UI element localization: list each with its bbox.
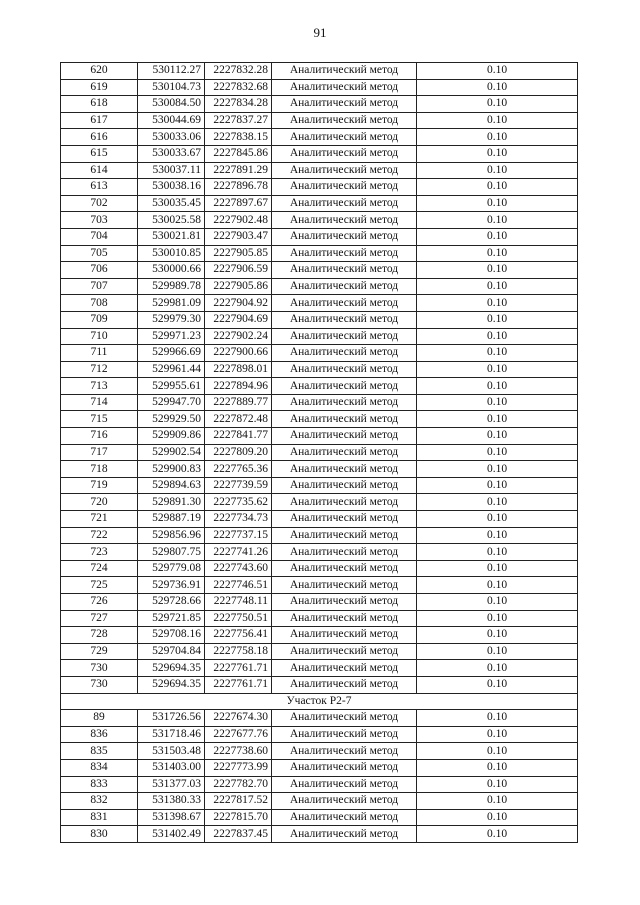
y-coordinate-cell: 2227891.29: [205, 162, 272, 179]
point-number-cell: 620: [61, 63, 138, 80]
y-coordinate-cell: 2227758.18: [205, 643, 272, 660]
y-coordinate-cell: 2227897.67: [205, 195, 272, 212]
table-row: [61, 743, 578, 760]
accuracy-cell: 0.10: [417, 461, 578, 478]
x-coordinate-cell: 529909.86: [138, 428, 205, 445]
y-coordinate-cell: 2227737.15: [205, 527, 272, 544]
point-number-cell: 720: [61, 494, 138, 511]
point-number-cell: 832: [61, 793, 138, 810]
table-row: [61, 776, 578, 793]
method-cell: Аналитический метод: [272, 627, 417, 644]
table-row: [61, 212, 578, 229]
point-number-cell: 835: [61, 743, 138, 760]
method-cell: Аналитический метод: [272, 378, 417, 395]
y-coordinate-cell: 2227845.86: [205, 145, 272, 162]
method-cell: Аналитический метод: [272, 660, 417, 677]
y-coordinate-cell: 2227677.76: [205, 726, 272, 743]
x-coordinate-cell: 531403.00: [138, 759, 205, 776]
point-number-cell: 836: [61, 726, 138, 743]
table-row: [61, 228, 578, 245]
accuracy-cell: 0.10: [417, 759, 578, 776]
y-coordinate-cell: 2227761.71: [205, 660, 272, 677]
method-cell: Аналитический метод: [272, 428, 417, 445]
table-row: [61, 527, 578, 544]
y-coordinate-cell: 2227782.70: [205, 776, 272, 793]
method-cell: Аналитический метод: [272, 96, 417, 113]
x-coordinate-cell: 529704.84: [138, 643, 205, 660]
point-number-cell: 831: [61, 809, 138, 826]
x-coordinate-cell: 529981.09: [138, 295, 205, 312]
table-body: [61, 63, 578, 843]
table-row: [61, 428, 578, 445]
y-coordinate-cell: 2227756.41: [205, 627, 272, 644]
method-cell: Аналитический метод: [272, 112, 417, 129]
accuracy-cell: 0.10: [417, 560, 578, 577]
x-coordinate-cell: 530021.81: [138, 228, 205, 245]
table-row: [61, 444, 578, 461]
accuracy-cell: 0.10: [417, 577, 578, 594]
point-number-cell: 833: [61, 776, 138, 793]
method-cell: Аналитический метод: [272, 411, 417, 428]
method-cell: Аналитический метод: [272, 179, 417, 196]
method-cell: Аналитический метод: [272, 394, 417, 411]
method-cell: Аналитический метод: [272, 129, 417, 146]
table-row: [61, 726, 578, 743]
accuracy-cell: 0.10: [417, 162, 578, 179]
point-number-cell: 704: [61, 228, 138, 245]
method-cell: Аналитический метод: [272, 643, 417, 660]
table-row: [61, 594, 578, 611]
method-cell: Аналитический метод: [272, 328, 417, 345]
method-cell: Аналитический метод: [272, 726, 417, 743]
x-coordinate-cell: 530000.66: [138, 262, 205, 279]
table-row: [61, 129, 578, 146]
x-coordinate-cell: 530035.45: [138, 195, 205, 212]
y-coordinate-cell: 2227889.77: [205, 394, 272, 411]
x-coordinate-cell: 529947.70: [138, 394, 205, 411]
table-row: [61, 461, 578, 478]
accuracy-cell: 0.10: [417, 610, 578, 627]
accuracy-cell: 0.10: [417, 793, 578, 810]
section-title: Участок Р2-7: [61, 693, 578, 710]
point-number-cell: 830: [61, 826, 138, 843]
method-cell: Аналитический метод: [272, 560, 417, 577]
table-row: [61, 378, 578, 395]
method-cell: Аналитический метод: [272, 826, 417, 843]
method-cell: Аналитический метод: [272, 162, 417, 179]
table-row: [61, 394, 578, 411]
point-number-cell: 616: [61, 129, 138, 146]
point-number-cell: 712: [61, 361, 138, 378]
x-coordinate-cell: 529779.08: [138, 560, 205, 577]
x-coordinate-cell: 531377.03: [138, 776, 205, 793]
x-coordinate-cell: 530044.69: [138, 112, 205, 129]
method-cell: Аналитический метод: [272, 511, 417, 528]
table-row: [61, 311, 578, 328]
table-row: [61, 179, 578, 196]
x-coordinate-cell: 529708.16: [138, 627, 205, 644]
accuracy-cell: 0.10: [417, 311, 578, 328]
table-row: [61, 809, 578, 826]
table-row: [61, 643, 578, 660]
y-coordinate-cell: 2227872.48: [205, 411, 272, 428]
table-row: [61, 494, 578, 511]
accuracy-cell: 0.10: [417, 145, 578, 162]
method-cell: Аналитический метод: [272, 212, 417, 229]
point-number-cell: 703: [61, 212, 138, 229]
point-number-cell: 89: [61, 710, 138, 727]
table-row: [61, 793, 578, 810]
method-cell: Аналитический метод: [272, 676, 417, 693]
method-cell: Аналитический метод: [272, 793, 417, 810]
accuracy-cell: 0.10: [417, 643, 578, 660]
x-coordinate-cell: 529966.69: [138, 345, 205, 362]
accuracy-cell: 0.10: [417, 776, 578, 793]
accuracy-cell: 0.10: [417, 112, 578, 129]
method-cell: Аналитический метод: [272, 743, 417, 760]
accuracy-cell: 0.10: [417, 245, 578, 262]
accuracy-cell: 0.10: [417, 660, 578, 677]
point-number-cell: 711: [61, 345, 138, 362]
x-coordinate-cell: 531380.33: [138, 793, 205, 810]
accuracy-cell: 0.10: [417, 63, 578, 80]
x-coordinate-cell: 530038.16: [138, 179, 205, 196]
x-coordinate-cell: 530033.06: [138, 129, 205, 146]
table-row: [61, 577, 578, 594]
point-number-cell: 707: [61, 278, 138, 295]
x-coordinate-cell: 529694.35: [138, 660, 205, 677]
table-row: [61, 345, 578, 362]
x-coordinate-cell: 529989.78: [138, 278, 205, 295]
y-coordinate-cell: 2227902.24: [205, 328, 272, 345]
x-coordinate-cell: 531503.48: [138, 743, 205, 760]
x-coordinate-cell: 529979.30: [138, 311, 205, 328]
point-number-cell: 729: [61, 643, 138, 660]
table-row: [61, 262, 578, 279]
accuracy-cell: 0.10: [417, 295, 578, 312]
x-coordinate-cell: 531726.56: [138, 710, 205, 727]
accuracy-cell: 0.10: [417, 212, 578, 229]
method-cell: Аналитический метод: [272, 577, 417, 594]
accuracy-cell: 0.10: [417, 710, 578, 727]
point-number-cell: 706: [61, 262, 138, 279]
y-coordinate-cell: 2227750.51: [205, 610, 272, 627]
accuracy-cell: 0.10: [417, 361, 578, 378]
y-coordinate-cell: 2227739.59: [205, 477, 272, 494]
method-cell: Аналитический метод: [272, 477, 417, 494]
y-coordinate-cell: 2227896.78: [205, 179, 272, 196]
x-coordinate-cell: 530033.67: [138, 145, 205, 162]
accuracy-cell: 0.10: [417, 594, 578, 611]
table-row: [61, 676, 578, 693]
accuracy-cell: 0.10: [417, 378, 578, 395]
x-coordinate-cell: 529887.19: [138, 511, 205, 528]
x-coordinate-cell: 529971.23: [138, 328, 205, 345]
method-cell: Аналитический метод: [272, 145, 417, 162]
accuracy-cell: 0.10: [417, 96, 578, 113]
method-cell: Аналитический метод: [272, 710, 417, 727]
accuracy-cell: 0.10: [417, 743, 578, 760]
method-cell: Аналитический метод: [272, 245, 417, 262]
x-coordinate-cell: 530084.50: [138, 96, 205, 113]
method-cell: Аналитический метод: [272, 494, 417, 511]
y-coordinate-cell: 2227906.59: [205, 262, 272, 279]
table-row: [61, 710, 578, 727]
table-row: [61, 544, 578, 561]
table-row: [61, 511, 578, 528]
accuracy-cell: 0.10: [417, 278, 578, 295]
point-number-cell: 719: [61, 477, 138, 494]
point-number-cell: 618: [61, 96, 138, 113]
x-coordinate-cell: 531402.49: [138, 826, 205, 843]
accuracy-cell: 0.10: [417, 228, 578, 245]
accuracy-cell: 0.10: [417, 328, 578, 345]
method-cell: Аналитический метод: [272, 295, 417, 312]
y-coordinate-cell: 2227674.30: [205, 710, 272, 727]
x-coordinate-cell: 530025.58: [138, 212, 205, 229]
method-cell: Аналитический метод: [272, 444, 417, 461]
point-number-cell: 619: [61, 79, 138, 96]
x-coordinate-cell: 530037.11: [138, 162, 205, 179]
x-coordinate-cell: 529961.44: [138, 361, 205, 378]
x-coordinate-cell: 529807.75: [138, 544, 205, 561]
method-cell: Аналитический метод: [272, 345, 417, 362]
y-coordinate-cell: 2227765.36: [205, 461, 272, 478]
y-coordinate-cell: 2227841.77: [205, 428, 272, 445]
x-coordinate-cell: 530010.85: [138, 245, 205, 262]
point-number-cell: 716: [61, 428, 138, 445]
table-row: [61, 759, 578, 776]
method-cell: Аналитический метод: [272, 527, 417, 544]
accuracy-cell: 0.10: [417, 428, 578, 445]
x-coordinate-cell: 529736.91: [138, 577, 205, 594]
point-number-cell: 722: [61, 527, 138, 544]
x-coordinate-cell: 529891.30: [138, 494, 205, 511]
page-number: 91: [313, 25, 327, 40]
y-coordinate-cell: 2227837.27: [205, 112, 272, 129]
table-row: [61, 328, 578, 345]
x-coordinate-cell: 531398.67: [138, 809, 205, 826]
point-number-cell: 617: [61, 112, 138, 129]
accuracy-cell: 0.10: [417, 444, 578, 461]
x-coordinate-cell: 530104.73: [138, 79, 205, 96]
point-number-cell: 728: [61, 627, 138, 644]
accuracy-cell: 0.10: [417, 262, 578, 279]
accuracy-cell: 0.10: [417, 809, 578, 826]
y-coordinate-cell: 2227837.45: [205, 826, 272, 843]
table-row: [61, 96, 578, 113]
accuracy-cell: 0.10: [417, 79, 578, 96]
y-coordinate-cell: 2227735.62: [205, 494, 272, 511]
method-cell: Аналитический метод: [272, 809, 417, 826]
y-coordinate-cell: 2227904.69: [205, 311, 272, 328]
method-cell: Аналитический метод: [272, 361, 417, 378]
accuracy-cell: 0.10: [417, 345, 578, 362]
point-number-cell: 726: [61, 594, 138, 611]
y-coordinate-cell: 2227900.66: [205, 345, 272, 362]
table-row: [61, 278, 578, 295]
accuracy-cell: 0.10: [417, 411, 578, 428]
table-row: [61, 112, 578, 129]
y-coordinate-cell: 2227834.28: [205, 96, 272, 113]
table-row: [61, 610, 578, 627]
table-row: [61, 79, 578, 96]
table-row: [61, 660, 578, 677]
method-cell: Аналитический метод: [272, 776, 417, 793]
x-coordinate-cell: 529728.66: [138, 594, 205, 611]
point-number-cell: 714: [61, 394, 138, 411]
y-coordinate-cell: 2227761.71: [205, 676, 272, 693]
y-coordinate-cell: 2227894.96: [205, 378, 272, 395]
table-row: [61, 411, 578, 428]
point-number-cell: 709: [61, 311, 138, 328]
method-cell: Аналитический метод: [272, 278, 417, 295]
y-coordinate-cell: 2227734.73: [205, 511, 272, 528]
x-coordinate-cell: 529900.83: [138, 461, 205, 478]
point-number-cell: 730: [61, 660, 138, 677]
accuracy-cell: 0.10: [417, 394, 578, 411]
y-coordinate-cell: 2227817.52: [205, 793, 272, 810]
method-cell: Аналитический метод: [272, 544, 417, 561]
x-coordinate-cell: 529856.96: [138, 527, 205, 544]
y-coordinate-cell: 2227809.20: [205, 444, 272, 461]
method-cell: Аналитический метод: [272, 228, 417, 245]
method-cell: Аналитический метод: [272, 610, 417, 627]
y-coordinate-cell: 2227743.60: [205, 560, 272, 577]
point-number-cell: 730: [61, 676, 138, 693]
point-number-cell: 702: [61, 195, 138, 212]
method-cell: Аналитический метод: [272, 311, 417, 328]
accuracy-cell: 0.10: [417, 179, 578, 196]
method-cell: Аналитический метод: [272, 759, 417, 776]
table-row: [61, 63, 578, 80]
x-coordinate-cell: 529929.50: [138, 411, 205, 428]
y-coordinate-cell: 2227904.92: [205, 295, 272, 312]
y-coordinate-cell: 2227832.28: [205, 63, 272, 80]
accuracy-cell: 0.10: [417, 195, 578, 212]
point-number-cell: 723: [61, 544, 138, 561]
y-coordinate-cell: 2227746.51: [205, 577, 272, 594]
section-header-row: [61, 693, 578, 710]
method-cell: Аналитический метод: [272, 63, 417, 80]
method-cell: Аналитический метод: [272, 594, 417, 611]
y-coordinate-cell: 2227773.99: [205, 759, 272, 776]
accuracy-cell: 0.10: [417, 826, 578, 843]
point-number-cell: 613: [61, 179, 138, 196]
accuracy-cell: 0.10: [417, 477, 578, 494]
point-number-cell: 724: [61, 560, 138, 577]
x-coordinate-cell: 529955.61: [138, 378, 205, 395]
method-cell: Аналитический метод: [272, 79, 417, 96]
accuracy-cell: 0.10: [417, 511, 578, 528]
y-coordinate-cell: 2227903.47: [205, 228, 272, 245]
table-row: [61, 627, 578, 644]
y-coordinate-cell: 2227902.48: [205, 212, 272, 229]
x-coordinate-cell: 530112.27: [138, 63, 205, 80]
accuracy-cell: 0.10: [417, 527, 578, 544]
accuracy-cell: 0.10: [417, 129, 578, 146]
table-row: [61, 295, 578, 312]
point-number-cell: 718: [61, 461, 138, 478]
point-number-cell: 721: [61, 511, 138, 528]
table-row: [61, 477, 578, 494]
table-row: [61, 560, 578, 577]
y-coordinate-cell: 2227905.85: [205, 245, 272, 262]
y-coordinate-cell: 2227748.11: [205, 594, 272, 611]
y-coordinate-cell: 2227898.01: [205, 361, 272, 378]
y-coordinate-cell: 2227741.26: [205, 544, 272, 561]
x-coordinate-cell: 529721.85: [138, 610, 205, 627]
point-number-cell: 834: [61, 759, 138, 776]
point-number-cell: 717: [61, 444, 138, 461]
x-coordinate-cell: 529694.35: [138, 676, 205, 693]
table-row: [61, 195, 578, 212]
x-coordinate-cell: 529894.63: [138, 477, 205, 494]
method-cell: Аналитический метод: [272, 461, 417, 478]
x-coordinate-cell: 529902.54: [138, 444, 205, 461]
point-number-cell: 713: [61, 378, 138, 395]
accuracy-cell: 0.10: [417, 726, 578, 743]
y-coordinate-cell: 2227905.86: [205, 278, 272, 295]
point-number-cell: 708: [61, 295, 138, 312]
table-row: [61, 245, 578, 262]
method-cell: Аналитический метод: [272, 262, 417, 279]
table-row: [61, 145, 578, 162]
point-number-cell: 614: [61, 162, 138, 179]
method-cell: Аналитический метод: [272, 195, 417, 212]
y-coordinate-cell: 2227815.70: [205, 809, 272, 826]
accuracy-cell: 0.10: [417, 544, 578, 561]
table-row: [61, 162, 578, 179]
y-coordinate-cell: 2227832.68: [205, 79, 272, 96]
accuracy-cell: 0.10: [417, 494, 578, 511]
point-number-cell: 725: [61, 577, 138, 594]
table-row: [61, 826, 578, 843]
accuracy-cell: 0.10: [417, 676, 578, 693]
point-number-cell: 705: [61, 245, 138, 262]
y-coordinate-cell: 2227738.60: [205, 743, 272, 760]
coordinates-table: [60, 62, 578, 843]
point-number-cell: 727: [61, 610, 138, 627]
point-number-cell: 715: [61, 411, 138, 428]
x-coordinate-cell: 531718.46: [138, 726, 205, 743]
point-number-cell: 615: [61, 145, 138, 162]
accuracy-cell: 0.10: [417, 627, 578, 644]
point-number-cell: 710: [61, 328, 138, 345]
y-coordinate-cell: 2227838.15: [205, 129, 272, 146]
table-row: [61, 361, 578, 378]
